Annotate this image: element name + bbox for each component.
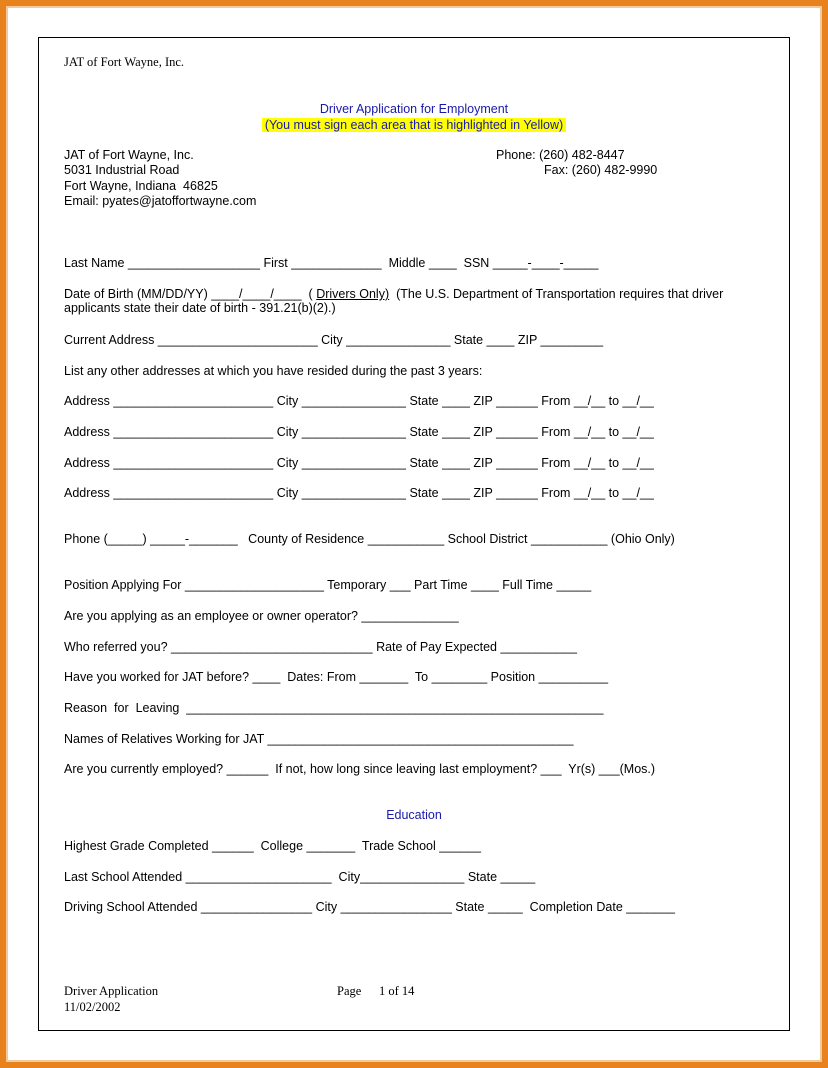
contact-city: Fort Wayne, Indiana 46825 (64, 179, 218, 193)
header-company: JAT of Fort Wayne, Inc. (64, 55, 185, 69)
address-row: Address _______________________ City _______________ State ____ ZIP ______ From __/__ to __/__ (64, 394, 654, 408)
form-title: Driver Application for Employment (319, 102, 509, 116)
position-line: Position Applying For ____________________ Temporary ___ Part Time ____ Full Time _____ (64, 578, 592, 592)
name-ssn-line: Last Name ___________________ First _____________ Middle ____ SSN _____-____-_____ (64, 256, 599, 270)
address-row: Address _______________________ City _______________ State ____ ZIP ______ From __/__ to __/__ (64, 456, 654, 470)
dob-line-2: applicants state their date of birth - 391.21(b)(2).) (64, 301, 336, 315)
driving-school-line: Driving School Attended ________________ City ________________ State _____ Completion Date _______ (64, 900, 675, 914)
last-school-line: Last School Attended _____________________ City_______________ State _____ (64, 870, 536, 884)
other-addresses-heading: List any other addresses at which you have resided during the past 3 years: (64, 364, 483, 378)
footer-page-label: Page (337, 984, 362, 998)
contact-fax: Fax: (260) 482-9990 (544, 163, 658, 177)
employed-line: Are you currently employed? ______ If not, how long since leaving last employment? ___ Yr(s) ___(Mos.) (64, 762, 656, 776)
worked-before-line: Have you worked for JAT before? ____ Dates: From _______ To ________ Position __________ (64, 670, 609, 684)
dob-line (64, 287, 723, 302)
contact-email: Email: pyates@jatoffortwayne.com (64, 194, 257, 208)
yellow-highlight: (You must sign each area that is highlighted in Yellow) (262, 118, 566, 132)
footer-page-number: 1 of 14 (379, 984, 415, 998)
contact-name: JAT of Fort Wayne, Inc. (64, 148, 194, 162)
referred-line: Who referred you? _____________________________ Rate of Pay Expected ___________ (64, 640, 577, 654)
address-row: Address _______________________ City _______________ State ____ ZIP ______ From __/__ to __/__ (64, 425, 654, 439)
reason-leaving-line: Reason for Leaving ____________________________________________________________ (64, 701, 604, 715)
footer-doc-name: Driver Application (64, 984, 159, 998)
drivers-only-note: Drivers Only) (316, 287, 390, 301)
dot-note: (The U.S. Department of Transportation requires that driver (389, 287, 724, 301)
form-subtitle (39, 118, 789, 133)
phone-county-line: Phone (_____) _____-_______ County of Residence ___________ School District ___________ (Ohio Only) (64, 532, 675, 546)
address-row: Address _______________________ City _______________ State ____ ZIP ______ From __/__ to __/__ (64, 486, 654, 500)
document-page (38, 37, 790, 1031)
highest-grade-line: Highest Grade Completed ______ College _______ Trade School ______ (64, 839, 481, 853)
current-address-line: Current Address _______________________ City _______________ State ____ ZIP _________ (64, 333, 604, 347)
employee-owner-line: Are you applying as an employee or owner operator? ______________ (64, 609, 459, 623)
education-heading: Education (386, 808, 442, 822)
contact-street: 5031 Industrial Road (64, 163, 180, 177)
relatives-line: Names of Relatives Working for JAT ____________________________________________ (64, 732, 574, 746)
contact-phone: Phone: (260) 482-8447 (496, 148, 625, 162)
dob-label: Date of Birth (MM/DD/YY) ____/____/____ ( (64, 287, 317, 301)
footer-date: 11/02/2002 (64, 1000, 121, 1014)
